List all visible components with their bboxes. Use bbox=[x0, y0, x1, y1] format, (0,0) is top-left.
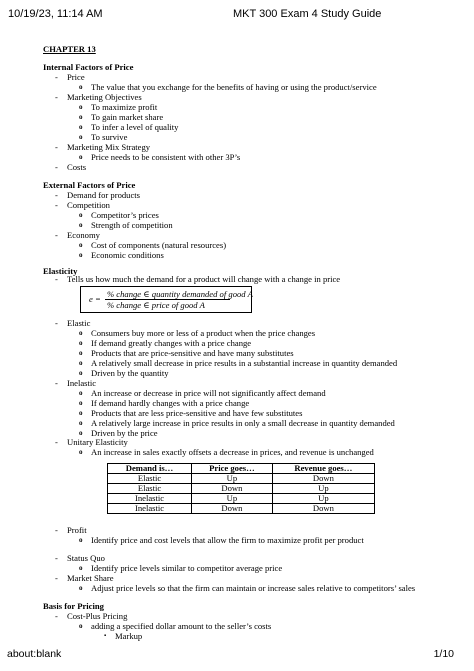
list-item: An increase in sales exactly offsets a decrease in prices, and revenue is unchanged bbox=[91, 447, 374, 457]
table-header: Revenue goes… bbox=[272, 464, 374, 474]
table-header-row bbox=[108, 464, 375, 474]
list-item: Cost-Plus Pricing bbox=[67, 611, 128, 621]
list-item: The value that you exchange for the benefits of having or using the product/service bbox=[91, 82, 377, 92]
bullet-circle: o bbox=[79, 419, 83, 427]
footer-url: about:blank bbox=[7, 648, 62, 660]
list-item: Economic conditions bbox=[91, 250, 164, 260]
list-item: Price needs to be consistent with other 3P’s bbox=[91, 152, 241, 162]
list-item: To gain market share bbox=[91, 112, 164, 122]
elasticity-heading: Elasticity bbox=[43, 266, 78, 276]
list-item: Tells us how much the demand for a product will change with a change in price bbox=[67, 274, 341, 284]
demand-table bbox=[107, 463, 375, 514]
list-item: A relatively small decrease in price results in a substantial increase in quantity demanded bbox=[91, 358, 398, 368]
table-cell: Down bbox=[192, 504, 273, 514]
table-header: Demand is… bbox=[108, 464, 192, 474]
bullet-dash: - bbox=[55, 190, 58, 200]
bullet-circle: o bbox=[79, 349, 83, 357]
table-cell: Down bbox=[192, 484, 273, 494]
list-item: Products that are price-sensitive and have many substitutes bbox=[91, 348, 294, 358]
bullet-circle: o bbox=[79, 399, 83, 407]
bullet-dash: - bbox=[55, 92, 58, 102]
bullet-dash: - bbox=[55, 611, 58, 621]
bullet-circle: o bbox=[79, 329, 83, 337]
table-cell: Down bbox=[272, 474, 374, 484]
bullet-circle: o bbox=[79, 83, 83, 91]
list-item: Driven by the price bbox=[91, 428, 158, 438]
table-cell: Inelastic bbox=[108, 494, 192, 504]
list-item: If demand greatly changes with a price change bbox=[91, 338, 252, 348]
bullet-circle: o bbox=[79, 133, 83, 141]
chapter-heading: CHAPTER 13 bbox=[43, 44, 96, 54]
bullet-dash: - bbox=[55, 437, 58, 447]
bullet-circle: o bbox=[79, 153, 83, 161]
list-item: To survive bbox=[91, 132, 128, 142]
list-item: Costs bbox=[67, 162, 87, 172]
table-row bbox=[108, 504, 375, 514]
bullet-circle: o bbox=[79, 389, 83, 397]
bullet-circle: o bbox=[79, 359, 83, 367]
bullet-dash: - bbox=[55, 525, 58, 535]
bullet-circle: o bbox=[79, 123, 83, 131]
table-row bbox=[108, 474, 375, 484]
bullet-dash: - bbox=[55, 200, 58, 210]
table-cell: Up bbox=[272, 484, 374, 494]
list-item: Status Quo bbox=[67, 553, 105, 563]
table-cell: Up bbox=[272, 494, 374, 504]
list-item: Products that are less price-sensitive and have few substitutes bbox=[91, 408, 303, 418]
bullet-dash: - bbox=[55, 162, 58, 172]
list-item: Marketing Objectives bbox=[67, 92, 142, 102]
list-item: To infer a level of quality bbox=[91, 122, 179, 132]
internal-factors-heading: Internal Factors of Price bbox=[43, 62, 134, 72]
bullet-dash: - bbox=[55, 573, 58, 583]
bullet-dash: - bbox=[55, 378, 58, 388]
list-item: Strength of competition bbox=[91, 220, 173, 230]
table-cell: Up bbox=[192, 474, 273, 484]
bullet-circle: o bbox=[79, 113, 83, 121]
list-item: Competitor’s prices bbox=[91, 210, 159, 220]
list-item: Elastic bbox=[67, 318, 91, 328]
list-item: To maximize profit bbox=[91, 102, 158, 112]
formula-numerator: % change ∈ quantity demanded of good A bbox=[107, 289, 253, 299]
bullet-dash: - bbox=[55, 72, 58, 82]
bullet-dash: - bbox=[55, 142, 58, 152]
bullet-dash: - bbox=[55, 318, 58, 328]
list-item: If demand hardly changes with a price change bbox=[91, 398, 250, 408]
table-cell: Inelastic bbox=[108, 504, 192, 514]
bullet-dash: - bbox=[55, 553, 58, 563]
list-item: Driven by the quantity bbox=[91, 368, 169, 378]
formula-lhs: e = bbox=[89, 294, 101, 304]
list-item: adding a specified dollar amount to the seller’s costs bbox=[91, 621, 272, 631]
list-item: Cost of components (natural resources) bbox=[91, 240, 227, 250]
page-number: 1/10 bbox=[433, 648, 454, 660]
list-item: Identify price levels similar to competitor average price bbox=[91, 563, 283, 573]
bullet-circle: o bbox=[79, 103, 83, 111]
bullet-circle: o bbox=[79, 241, 83, 249]
bullet-circle: o bbox=[79, 369, 83, 377]
bullet-circle: o bbox=[79, 564, 83, 572]
list-item: Marketing Mix Strategy bbox=[67, 142, 151, 152]
table-row bbox=[108, 484, 375, 494]
list-item: Economy bbox=[67, 230, 100, 240]
bullet-circle: o bbox=[79, 584, 83, 592]
external-factors-heading: External Factors of Price bbox=[43, 180, 136, 190]
list-item: An increase or decrease in price will not significantly affect demand bbox=[91, 388, 326, 398]
table-header: Price goes… bbox=[192, 464, 273, 474]
bullet-circle: o bbox=[79, 251, 83, 259]
table-cell: Elastic bbox=[108, 474, 192, 484]
table-cell: Elastic bbox=[108, 484, 192, 494]
list-item: Inelastic bbox=[67, 378, 97, 388]
basis-for-pricing-heading: Basis for Pricing bbox=[43, 601, 104, 611]
list-item: Price bbox=[67, 72, 85, 82]
table-cell: Up bbox=[192, 494, 273, 504]
bullet-circle: o bbox=[79, 211, 83, 219]
bullet-circle: o bbox=[79, 429, 83, 437]
bullet-circle: o bbox=[79, 221, 83, 229]
bullet-circle: o bbox=[79, 409, 83, 417]
list-item: Competition bbox=[67, 200, 110, 210]
list-item: Demand for products bbox=[67, 190, 141, 200]
bullet-square: ▪ bbox=[104, 633, 107, 639]
list-item: Consumers buy more or less of a product when the price changes bbox=[91, 328, 316, 338]
list-item: Unitary Elasticity bbox=[67, 437, 128, 447]
bullet-dash: - bbox=[55, 230, 58, 240]
list-item: Identify price and cost levels that allow the firm to maximize profit per product bbox=[91, 535, 364, 545]
list-item: Markup bbox=[115, 631, 143, 641]
bullet-circle: o bbox=[79, 622, 83, 630]
list-item: Adjust price levels so that the firm can maintain or increase sales relative to competitors’ sales bbox=[91, 583, 416, 593]
list-item: Profit bbox=[67, 525, 87, 535]
table-row bbox=[108, 494, 375, 504]
elasticity-formula bbox=[80, 286, 252, 313]
print-datetime: 10/19/23, 11:14 AM bbox=[8, 8, 103, 20]
list-item: Market Share bbox=[67, 573, 114, 583]
formula-denominator: % change ∈ price of good A bbox=[107, 300, 205, 310]
list-item: A relatively large increase in price results in only a small decrease in quantity demanded bbox=[91, 418, 395, 428]
bullet-dash: - bbox=[55, 274, 58, 284]
table-cell: Down bbox=[272, 504, 374, 514]
bullet-circle: o bbox=[79, 448, 83, 456]
bullet-circle: o bbox=[79, 339, 83, 347]
bullet-circle: o bbox=[79, 536, 83, 544]
document-title: MKT 300 Exam 4 Study Guide bbox=[233, 8, 382, 20]
